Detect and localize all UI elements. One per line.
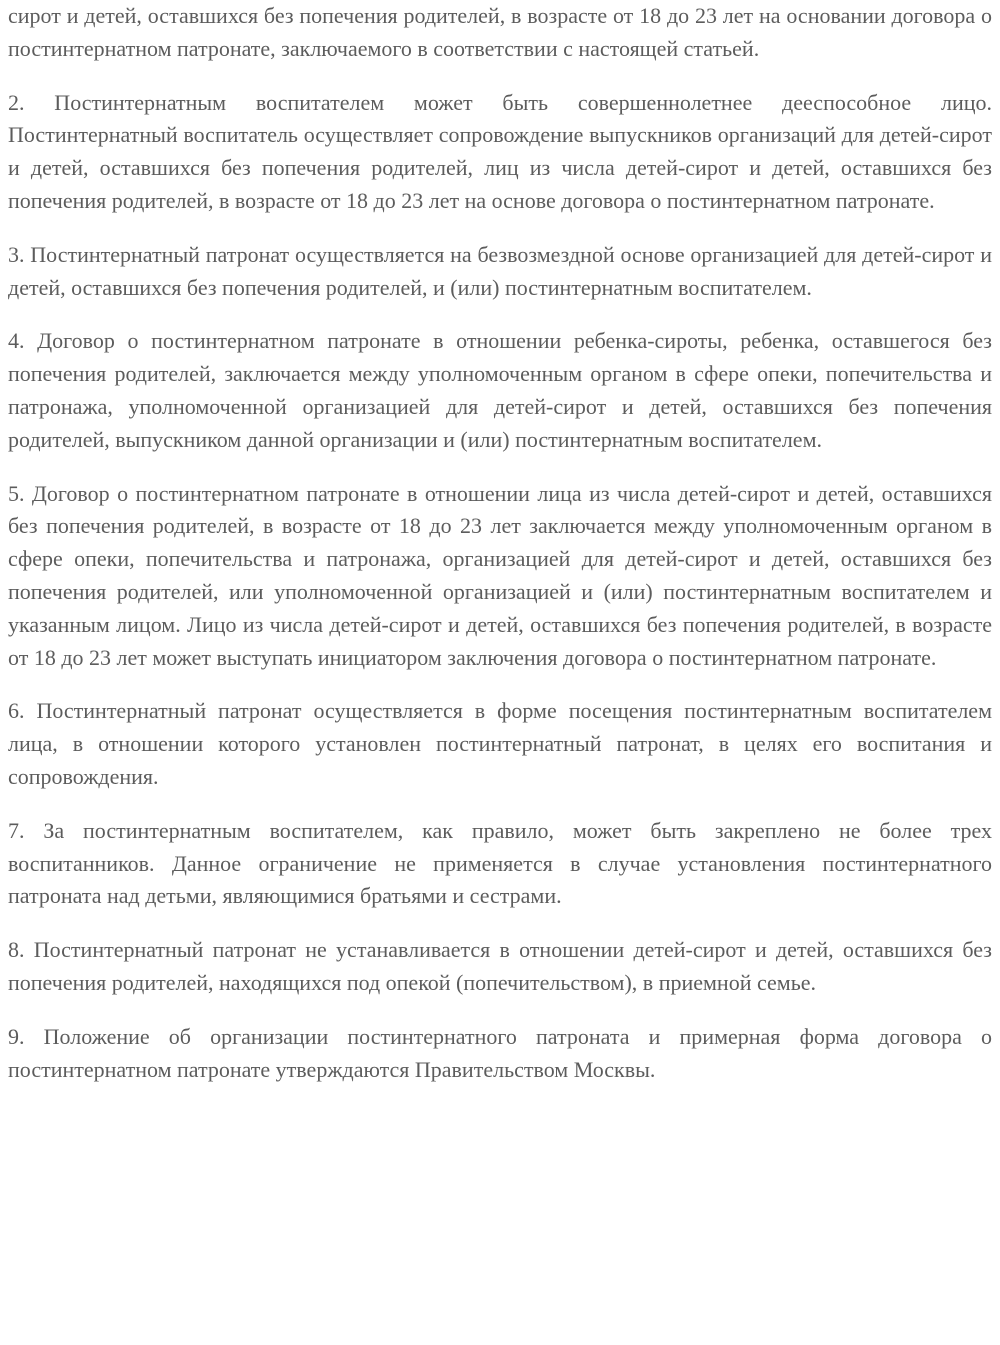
paragraph-3: 3. Постинтернатный патронат осуществляется на безвозмездной основе организацией для детей-сирот и детей, оставшихся без попечения родителей, и (или) постинтернатным воспитателем. bbox=[8, 241, 992, 300]
paragraph-9: 9. Положение об организации постинтернатного патроната и примерная форма договора о постинтернатном патронате утверждаются Правительством Москвы. bbox=[8, 1023, 992, 1082]
paragraph-continuation: сирот и детей, оставшихся без попечения родителей, в возрасте от 18 до 23 лет на основании договора о постинтернатном патронате, заключаемого в соответствии с настоящей статьей. bbox=[8, 3, 992, 61]
paragraph-8: 8. Постинтернатный патронат не устанавливается в отношении детей-сирот и детей, оставшихся без попечения родителей, находящихся под опекой (попечительством), в приемной семье. bbox=[8, 937, 992, 995]
paragraph-2: 2. Постинтернатным воспитателем может быть совершеннолетнее дееспособное лицо. Постинтернатный воспитатель осуществляет сопровождение выпускников организаций для детей-сирот и детей, оставшихся без попечения родителей, лиц из числа детей-сирот и детей, оставшихся без попечения родителей, в возрасте от 18 до 23 лет на основе договора о постинтернатном патронате. bbox=[8, 89, 992, 213]
paragraph-5: 5. Договор о постинтернатном патронате в отношении лица из числа детей-сирот и детей, оставшихся без попечения родителей, в возрасте от 18 до 23 лет заключается между уполномоченным органом в сфере опеки, попечительства и патронажа, организацией для детей-сирот и детей, оставшихся без попечения родителей, или уполномоченной организацией и (или) постинтернатным воспитателем и указанным лицом. Лицо из числа детей-сирот и детей, оставшихся без попечения родителей, в возрасте от 18 до 23 лет может выступать инициатором заключения договора о постинтернатном патронате. bbox=[8, 480, 992, 670]
paragraph-6: 6. Постинтернатный патронат осуществляется в форме посещения постинтернатным воспитателем лица, в отношении которого установлен постинтернатный патронат, в целях его воспитания и сопровождения. bbox=[8, 698, 992, 789]
paragraph-7: 7. За постинтернатным воспитателем, как правило, может быть закреплено не более трех воспитанников. Данное ограничение не применяется в случае установления постинтернатного патроната над детьми, являющимися братьями и сестрами. bbox=[8, 817, 992, 909]
paragraph-4: 4. Договор о постинтернатном патронате в отношении ребенка-сироты, ребенка, оставшегося без попечения родителей, заключается между уполномоченным органом в сфере опеки, попечительства и патронажа, уполномоченной организацией для детей-сирот и детей, оставшихся без попечения родителей, выпускником данной организации и (или) постинтернатным воспитателем. bbox=[8, 328, 992, 452]
document-page bbox=[8, 0, 992, 1107]
